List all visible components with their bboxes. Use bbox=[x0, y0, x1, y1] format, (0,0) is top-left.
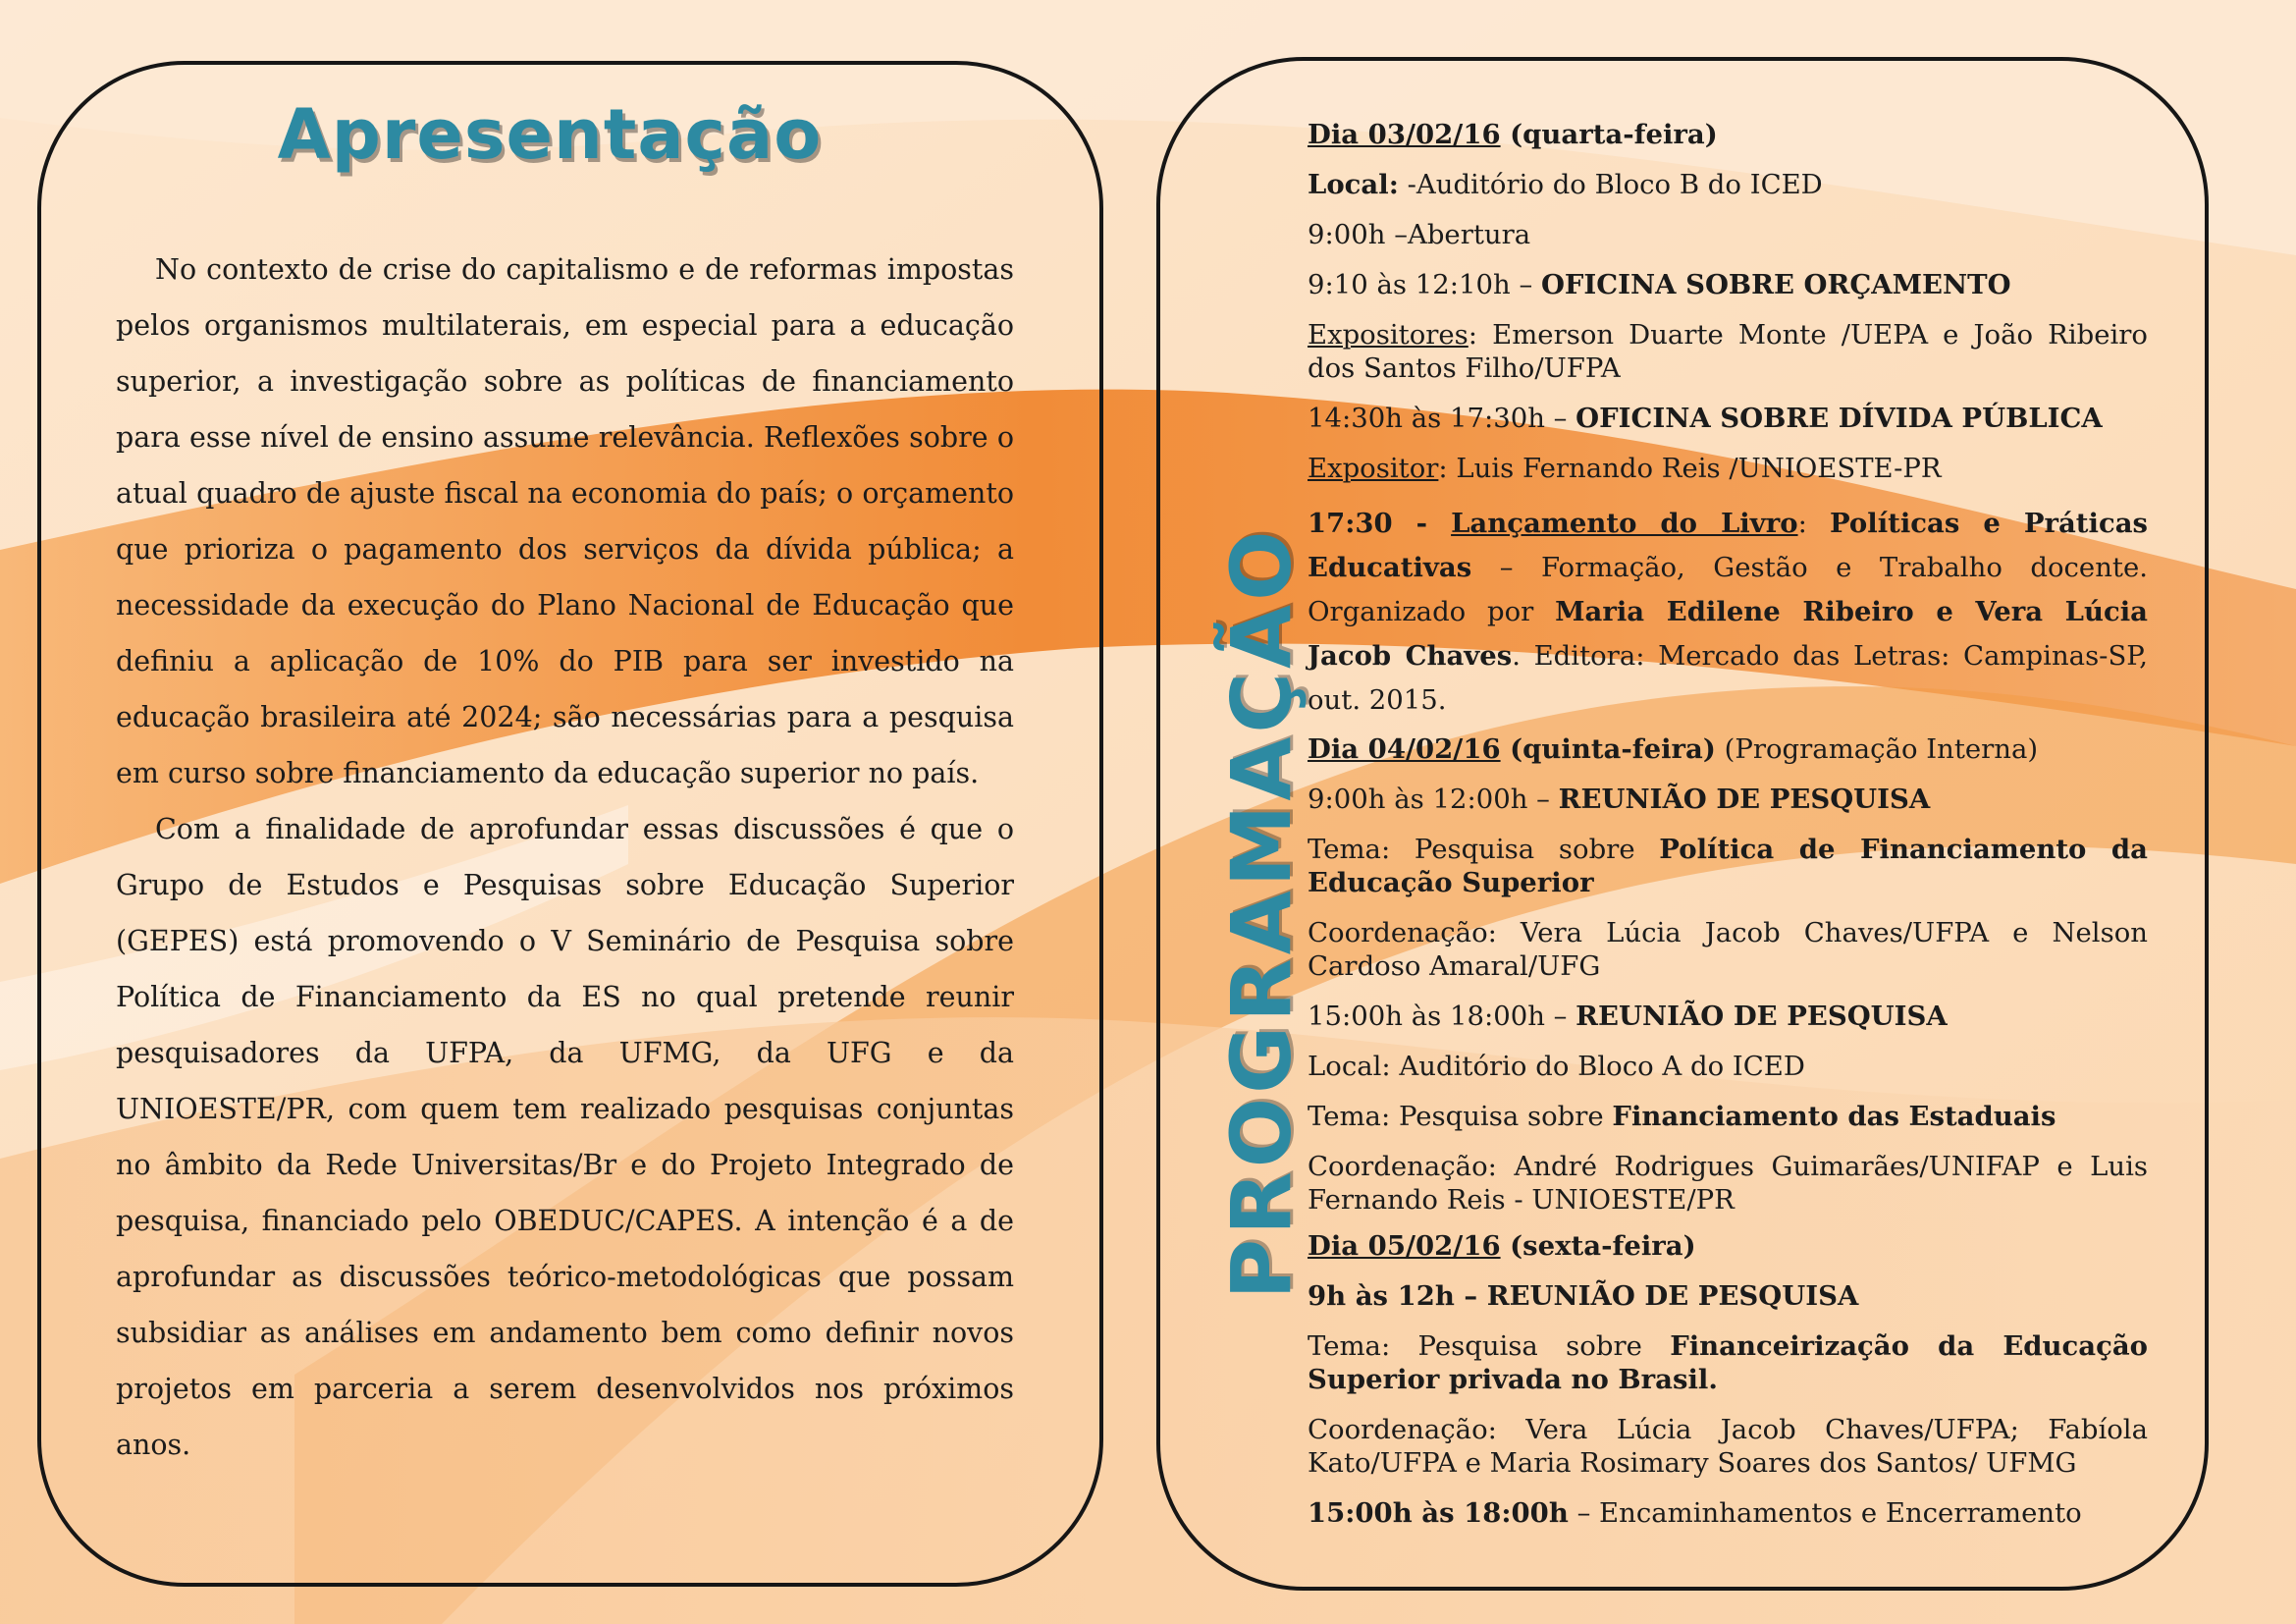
day3-closing bbox=[1308, 1496, 2148, 1530]
day3-theme-value: Financeirização da Educação Superior privada no Brasil. bbox=[1308, 1330, 2148, 1395]
launch-time: 17:30 - bbox=[1308, 508, 1452, 539]
intro-paragraph-1: No contexto de crise do capitalismo e de reformas impostas pelos organismos multilaterais, em especial para a educação superior, a investigação sobre as políticas de financiamento para esse nível de ensino assume relevância. Reflexões sobre o atual quadro de ajuste fiscal na economia do país; o orçamento que prioriza o pagamento dos serviços da dívida pública; a necessidade da execução do Plano Nacional de Educação que definiu a aplicação de 10% do PIB para ser investido na educação brasileira até 2024; são necessárias para a pesquisa em curso sobre financiamento da educação superior no país. bbox=[116, 253, 1014, 789]
presentation-title: Apresentação bbox=[277, 94, 823, 175]
launch-label: Lançamento do Livro bbox=[1451, 508, 1798, 539]
day1-local bbox=[1308, 168, 2148, 201]
launch-book-title: Políticas e Práticas Educativas bbox=[1308, 508, 2148, 583]
presenters-label: Expositores bbox=[1308, 319, 1468, 351]
presentation-text bbox=[116, 242, 1014, 1473]
launch-publisher: . Editora: Mercado das Letras: Campinas-SP, out. 2015. bbox=[1308, 640, 2148, 716]
meeting1-title: REUNIÃO DE PESQUISA bbox=[1558, 784, 1931, 815]
day2-theme-2 bbox=[1308, 1100, 2148, 1133]
program-schedule bbox=[1308, 118, 2148, 1546]
theme2-prefix: Tema: Pesquisa sobre bbox=[1308, 1101, 1613, 1132]
day2-coordination-1: Coordenação: Vera Lúcia Jacob Chaves/UFPA e Nelson Cardoso Amaral/UFG bbox=[1308, 917, 2148, 982]
day3-date: Dia 05/02/16 bbox=[1308, 1230, 1501, 1262]
day1-workshop-1 bbox=[1308, 268, 2148, 301]
theme2-value: Financiamento das Estaduais bbox=[1612, 1101, 2056, 1132]
theme1-value: Política de Financiamento da Educação Superior bbox=[1308, 834, 2148, 898]
theme1-prefix: Tema: Pesquisa sobre bbox=[1308, 834, 1660, 865]
workshop2-title: OFICINA SOBRE DÍVIDA PÚBLICA bbox=[1575, 403, 2103, 434]
day1-book-launch bbox=[1308, 502, 2148, 723]
closing-time: 15:00h às 18:00h bbox=[1308, 1497, 1569, 1529]
day2-meeting-2 bbox=[1308, 1000, 2148, 1033]
day1-local-label: Local: bbox=[1308, 169, 1399, 200]
meeting1-time: 9:00h às 12:00h – bbox=[1308, 784, 1559, 815]
day2-note: (Programação Interna) bbox=[1715, 733, 2039, 765]
day2-theme-1 bbox=[1308, 833, 2148, 899]
day1-workshop-2 bbox=[1308, 402, 2148, 435]
day1-local-value: -Auditório do Bloco B do ICED bbox=[1398, 169, 1823, 200]
launch-colon: : bbox=[1797, 508, 1830, 539]
launch-authors: Maria Edilene Ribeiro e Vera Lúcia Jacob Chaves bbox=[1308, 596, 2148, 672]
intro-paragraph-2: Com a finalidade de aprofundar essas discussões é que o Grupo de Estudos e Pesquisas sobre Educação Superior (GEPES) está promovendo o V Seminário de Pesquisa sobre Política de Financiamento da ES no qual pretende reunir pesquisadores da UFPA, da UFMG, da UFG e da UNIOESTE/PR, com quem tem realizado pesquisas conjuntas no âmbito da Rede Universitas/Br e do Projeto Integrado de pesquisa, financiado pelo OBEDUC/CAPES. A intenção é a de aprofundar as discussões teórico-metodológicas que possam subsidiar as análises em andamento bem como definir novos projetos em parceria a serem desenvolvidos nos próximos anos. bbox=[116, 813, 1014, 1461]
day1-header bbox=[1308, 118, 2148, 151]
day2-local: Local: Auditório do Bloco A do ICED bbox=[1308, 1051, 1805, 1082]
presenter-value: : Luis Fernando Reis /UNIOESTE-PR bbox=[1438, 453, 1942, 484]
day2-weekday: (quinta-feira) bbox=[1500, 733, 1716, 765]
day3-meeting: 9h às 12h – REUNIÃO DE PESQUISA bbox=[1308, 1280, 1859, 1312]
meeting2-time: 15:00h às 18:00h – bbox=[1308, 1001, 1576, 1032]
program-vertical-title: PROGRAMAÇÃO bbox=[1213, 526, 1309, 1300]
presenter-label: Expositor bbox=[1308, 453, 1439, 484]
day1-presenter bbox=[1308, 452, 2148, 485]
day2-meeting-1 bbox=[1308, 783, 2148, 816]
day3-coordination: Coordenação: Vera Lúcia Jacob Chaves/UFPA; Fabíola Kato/UFPA e Maria Rosimary Soares dos Santos/ UFMG bbox=[1308, 1414, 2148, 1479]
meeting2-title: REUNIÃO DE PESQUISA bbox=[1575, 1001, 1948, 1032]
day3-theme bbox=[1308, 1329, 2148, 1396]
workshop1-title: OFICINA SOBRE ORÇAMENTO bbox=[1540, 269, 2011, 300]
presenters-value: : Emerson Duarte Monte /UEPA e João Ribeiro dos Santos Filho/UFPA bbox=[1308, 319, 2148, 384]
day3-weekday: (sexta-feira) bbox=[1500, 1230, 1696, 1262]
day1-weekday: (quarta-feira) bbox=[1500, 119, 1718, 150]
day2-date: Dia 04/02/16 bbox=[1308, 733, 1501, 765]
day2-header bbox=[1308, 732, 2148, 766]
day2-coordination-2: Coordenação: André Rodrigues Guimarães/UNIFAP e Luis Fernando Reis - UNIOESTE/PR bbox=[1308, 1151, 2148, 1216]
day1-presenters bbox=[1308, 318, 2148, 385]
closing-text: – Encaminhamentos e Encerramento bbox=[1568, 1497, 2082, 1529]
workshop1-time: 9:10 às 12:10h – bbox=[1308, 269, 1541, 300]
day1-opening: 9:00h –Abertura bbox=[1308, 219, 1531, 250]
workshop2-time: 14:30h às 17:30h – bbox=[1308, 403, 1576, 434]
launch-book-subtitle: – Formação, Gestão e Trabalho docente. Organizado por bbox=[1308, 552, 2148, 627]
day1-date: Dia 03/02/16 bbox=[1308, 119, 1501, 150]
day3-header bbox=[1308, 1229, 2148, 1263]
day3-theme-prefix: Tema: Pesquisa sobre bbox=[1308, 1330, 1671, 1362]
